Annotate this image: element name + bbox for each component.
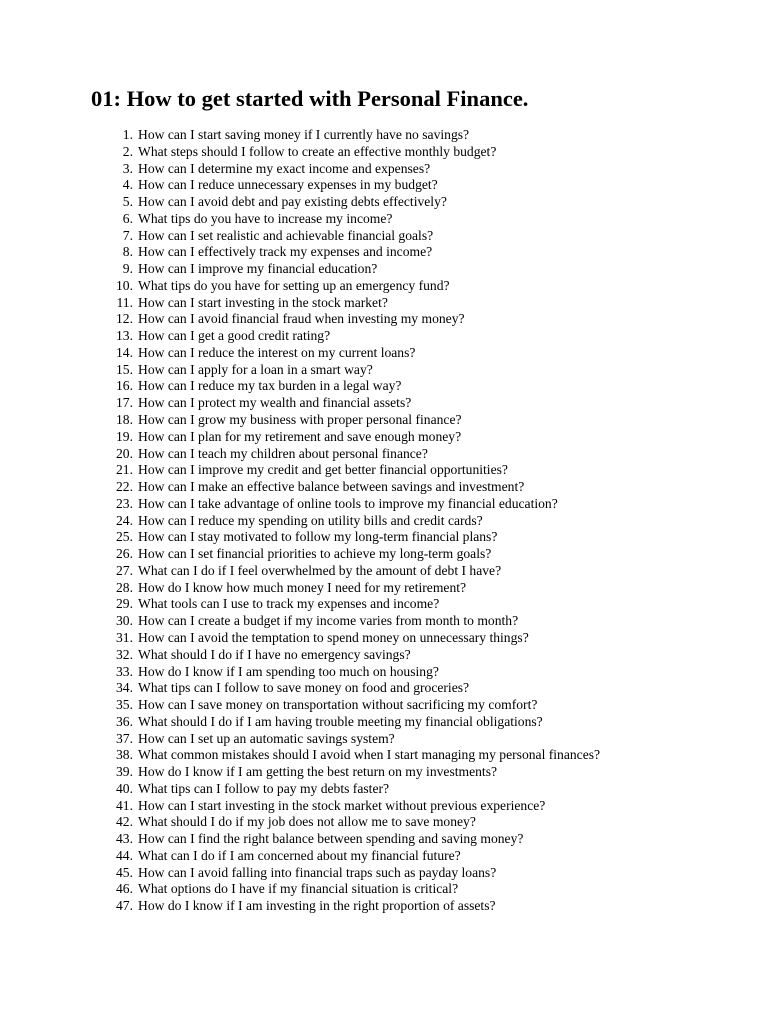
list-item-number: 31. <box>116 629 133 645</box>
list-item-text: How can I set financial priorities to achieve my long-term goals? <box>138 546 492 562</box>
list-item-number: 38. <box>116 747 133 763</box>
list-item-text: How do I know if I am spending too much on housing? <box>138 663 439 679</box>
list-item-number: 40. <box>116 780 133 796</box>
list-item-number: 3. <box>122 160 133 176</box>
list-item-number: 2. <box>122 143 133 159</box>
list-item-number: 10. <box>116 277 133 293</box>
list-item-number: 29. <box>116 596 133 612</box>
list-item-text: What tips do you have for setting up an emergency fund? <box>138 277 450 293</box>
list-item-text: How can I avoid the temptation to spend money on unnecessary things? <box>138 629 529 645</box>
list-item-number: 37. <box>116 730 133 746</box>
list-item-text: How can I effectively track my expenses and income? <box>138 244 433 260</box>
list-item-text: How can I save money on transportation without sacrificing my comfort? <box>138 697 538 713</box>
list-item-number: 4. <box>122 177 133 193</box>
list-item-text: How can I teach my children about personal finance? <box>138 445 428 461</box>
list-item-number: 41. <box>116 797 133 813</box>
list-item-number: 20. <box>116 445 133 461</box>
list-item-text: How can I set up an automatic savings system? <box>138 730 395 746</box>
list-item-text: What tips do you have to increase my income? <box>138 210 393 226</box>
list-item-text: How can I determine my exact income and expenses? <box>138 160 431 176</box>
list-item-text: How can I find the right balance between spending and saving money? <box>138 831 524 847</box>
list-item-number: 46. <box>116 881 133 897</box>
list-item-number: 5. <box>122 194 133 210</box>
list-item-number: 42. <box>116 814 133 830</box>
list-item-text: How can I start investing in the stock market without previous experience? <box>138 797 546 813</box>
list-item-text: How can I grow my business with proper personal finance? <box>138 412 462 428</box>
list-item-number: 28. <box>116 579 133 595</box>
list-item-number: 43. <box>116 831 133 847</box>
list-item-text: How can I reduce my spending on utility bills and credit cards? <box>138 512 483 528</box>
list-item-text: How can I reduce my tax burden in a legal way? <box>138 378 402 394</box>
page-title: 01: How to get started with Personal Finance. <box>91 86 529 111</box>
list-item-text: What can I do if I am concerned about my financial future? <box>138 847 461 863</box>
list-item-number: 12. <box>116 311 133 327</box>
list-item-number: 39. <box>116 764 133 780</box>
list-item-number: 34. <box>116 680 133 696</box>
list-item-number: 11. <box>116 294 133 310</box>
list-item-text: How can I get a good credit rating? <box>138 328 331 344</box>
list-item-text: What can I do if I feel overwhelmed by the amount of debt I have? <box>138 562 502 578</box>
list-item-text: How can I make an effective balance between savings and investment? <box>138 479 525 495</box>
list-item-number: 44. <box>116 847 133 863</box>
list-item-number: 18. <box>116 412 133 428</box>
list-item-text: How do I know if I am getting the best return on my investments? <box>138 764 498 780</box>
list-item-number: 13. <box>116 328 133 344</box>
list-item-text: How can I reduce the interest on my current loans? <box>138 344 416 360</box>
list-item-number: 23. <box>116 495 133 511</box>
list-item-text: How can I create a budget if my income varies from month to month? <box>138 613 519 629</box>
list-item-number: 35. <box>116 697 133 713</box>
list-item-number: 6. <box>122 210 133 226</box>
list-item-text: How do I know how much money I need for my retirement? <box>138 579 467 595</box>
list-item-number: 30. <box>116 613 133 629</box>
list-item-number: 45. <box>116 864 133 880</box>
list-item-number: 19. <box>116 428 133 444</box>
list-item-text: How can I start saving money if I currently have no savings? <box>138 127 470 142</box>
list-item-text: How can I plan for my retirement and save enough money? <box>138 428 462 444</box>
list-item-number: 24. <box>116 512 133 528</box>
list-item-text: How can I improve my credit and get better financial opportunities? <box>138 462 508 478</box>
list-item-text: What options do I have if my financial situation is critical? <box>138 881 459 897</box>
list-item-number: 21. <box>116 462 133 478</box>
list-item-text: What should I do if my job does not allow me to save money? <box>138 814 476 830</box>
list-item-number: 32. <box>116 646 133 662</box>
list-item-number: 25. <box>116 529 133 545</box>
list-item-number: 47. <box>116 898 133 914</box>
list-item-text: How can I avoid debt and pay existing debts effectively? <box>138 194 447 210</box>
list-item-text: What tips can I follow to pay my debts faster? <box>138 780 390 796</box>
list-item-text: How can I start investing in the stock market? <box>138 294 388 310</box>
list-item-number: 1. <box>122 127 133 142</box>
list-item-text: How can I avoid falling into financial traps such as payday loans? <box>138 864 497 880</box>
list-item-number: 33. <box>116 663 133 679</box>
list-item-text: What should I do if I have no emergency savings? <box>138 646 411 662</box>
list-item-text: How can I stay motivated to follow my long-term financial plans? <box>138 529 498 545</box>
list-item-number: 16. <box>116 378 133 394</box>
list-item-number: 17. <box>116 395 133 411</box>
list-item-text: How can I reduce unnecessary expenses in my budget? <box>138 177 438 193</box>
list-item-text: How do I know if I am investing in the right proportion of assets? <box>138 898 496 914</box>
list-item-number: 7. <box>122 227 133 243</box>
list-item-number: 27. <box>116 562 133 578</box>
list-item-number: 15. <box>116 361 133 377</box>
list-item-text: How can I protect my wealth and financial assets? <box>138 395 412 411</box>
list-item-number: 22. <box>116 479 133 495</box>
list-item-text: How can I improve my financial education? <box>138 261 378 277</box>
list-item-text: How can I set realistic and achievable financial goals? <box>138 227 434 243</box>
list-item-number: 36. <box>116 713 133 729</box>
list-item-text: How can I avoid financial fraud when investing my money? <box>138 311 465 327</box>
list-item-number: 8. <box>122 244 133 260</box>
list-item-text: How can I take advantage of online tools to improve my financial education? <box>138 495 558 511</box>
list-item-text: How can I apply for a loan in a smart way? <box>138 361 373 377</box>
list-item-number: 9. <box>122 261 133 277</box>
list-item-text: What should I do if I am having trouble meeting my financial obligations? <box>138 713 543 729</box>
list-item-text: What tools can I use to track my expenses and income? <box>138 596 440 612</box>
list-item-text: What tips can I follow to save money on food and groceries? <box>138 680 470 696</box>
list-item-number: 14. <box>116 344 133 360</box>
list-item-text: What steps should I follow to create an effective monthly budget? <box>138 143 497 159</box>
list-item-number: 26. <box>116 546 133 562</box>
list-item-text: What common mistakes should I avoid when I start managing my personal finances? <box>138 747 601 763</box>
